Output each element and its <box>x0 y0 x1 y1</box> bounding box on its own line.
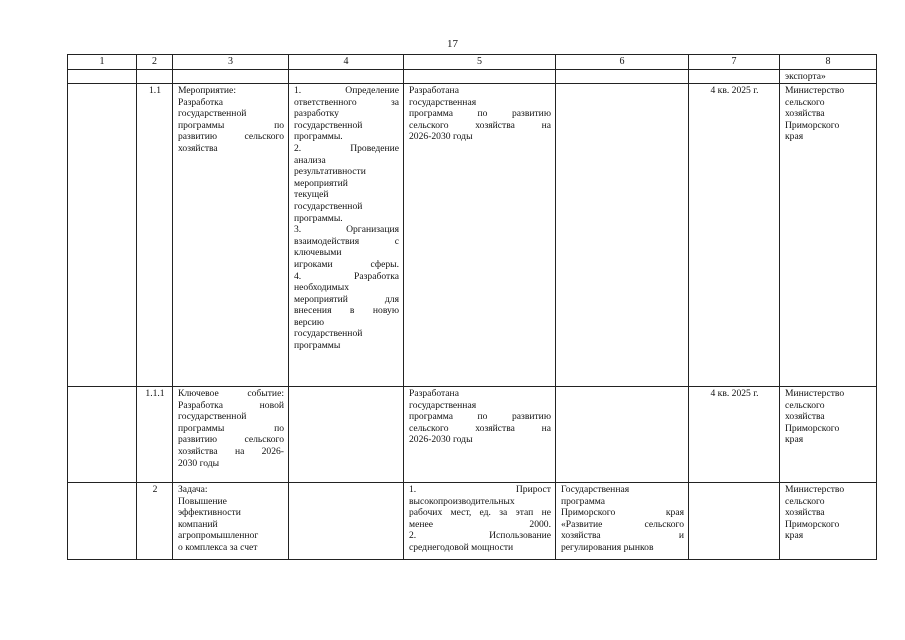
cell-text-line: о комплекса за счет <box>178 541 258 553</box>
cell-text-line: разработку <box>294 108 339 120</box>
cell-text-line: государственная <box>409 96 477 108</box>
cell-text-line: 2. Использование <box>409 530 551 542</box>
cell-text-line: программы <box>294 340 341 352</box>
cell-text-line: Министерство <box>785 85 845 96</box>
cell-text-line: анализа <box>294 154 326 166</box>
cell-text-line: сельского <box>785 495 825 507</box>
cell-text-line: хозяйства <box>785 507 825 519</box>
activity-steps <box>289 84 404 387</box>
table-row <box>68 387 877 483</box>
deadline: 4 кв. 2025 г. <box>689 84 780 387</box>
cell-text-line: необходимых <box>294 282 349 294</box>
cell-text-line: хозяйства на 2026- <box>178 445 284 457</box>
continuation-row <box>68 70 877 84</box>
cell-text-line: Приморского <box>785 119 840 131</box>
program-reference <box>556 387 689 483</box>
cell-text-line: государственной <box>294 119 363 131</box>
cell-text-line: Приморского <box>785 422 840 434</box>
expected-result <box>404 483 556 560</box>
cell-text-line: сельского хозяйства на <box>409 422 551 434</box>
cell-text-line: Ключевое событие: <box>178 388 284 399</box>
cell-text-line: мероприятий <box>294 177 348 189</box>
row-number: 1.1 <box>137 84 173 387</box>
cell-text-line: хозяйства и <box>561 530 684 542</box>
cell-text-line: агропромышленног <box>178 530 259 542</box>
cell-text-line: края <box>785 530 804 542</box>
cell-text-line: менее 2000. <box>409 518 551 530</box>
cell-text-line: версию <box>294 316 325 328</box>
activity-steps <box>289 387 404 483</box>
cell-text-line: программа по развитию <box>409 108 551 120</box>
column-number: 5 <box>404 55 556 70</box>
cell-text-line: края <box>785 131 804 143</box>
activity-title <box>173 483 289 560</box>
row-number: 1.1.1 <box>137 387 173 483</box>
cell-text-line: 2. Проведение <box>294 142 399 154</box>
cell-text-line: сельского <box>785 96 825 108</box>
cell-text-line: программы по <box>178 119 284 131</box>
column-number: 3 <box>173 55 289 70</box>
column-number: 4 <box>289 55 404 70</box>
cell-text-line: Приморского <box>785 518 840 530</box>
cell-text-line: Повышение <box>178 495 227 507</box>
page-number: 17 <box>447 38 458 50</box>
activity-title <box>173 84 289 387</box>
cell-text-line: развитию сельского <box>178 131 284 143</box>
table-row <box>68 483 877 560</box>
cell-text-line: 1. Прирост <box>409 484 551 495</box>
cell-text-line: рабочих мест, ед. за этап не <box>409 507 551 519</box>
continuation-text: экспорта» <box>780 70 877 84</box>
column-number: 7 <box>689 55 780 70</box>
cell-text-line: ответственного за <box>294 96 399 108</box>
cell-text-line: хозяйства <box>785 108 825 120</box>
activity-steps <box>289 483 404 560</box>
cell-text-line: программы. <box>294 131 343 143</box>
cell-text-line: внесения в новую <box>294 305 399 317</box>
cell-text-line: игроками сферы. <box>294 258 399 270</box>
column-number: 6 <box>556 55 689 70</box>
cell-text-line: программа по развитию <box>409 411 551 423</box>
cell-text-line: взаимодействия с <box>294 235 399 247</box>
cell-text-line: среднегодовой мощности <box>409 541 514 553</box>
cell-text-line: государственная <box>409 399 477 411</box>
cell-text-line: результативности <box>294 166 366 178</box>
expected-result <box>404 84 556 387</box>
cell-text-line: Министерство <box>785 388 845 399</box>
cell-text-line: Государственная <box>561 484 630 495</box>
cell-text-line: Разработана <box>409 388 459 399</box>
cell-text-line: края <box>785 434 804 446</box>
cell-text-line: государственной <box>178 411 247 423</box>
cell-text-line: 2030 годы <box>178 457 220 469</box>
column-number: 8 <box>780 55 877 70</box>
cell-text-line: Задача: <box>178 484 208 495</box>
cell-text-line: Мероприятие: <box>178 85 236 96</box>
cell-text-line: регулирования рынков <box>561 541 654 553</box>
cell-text-line: программы. <box>294 212 343 224</box>
cell-text-line: Министерство <box>785 484 845 495</box>
cell-text-line: Разработка новой <box>178 399 284 411</box>
column-number: 2 <box>137 55 173 70</box>
responsible <box>780 387 877 483</box>
cell-text-line: высокопроизводительных <box>409 495 515 507</box>
deadline <box>689 483 780 560</box>
column-number-row <box>68 55 877 70</box>
cell-text-line: Разработана <box>409 85 459 96</box>
cell-text-line: Разработка <box>178 96 223 108</box>
responsible <box>780 84 877 387</box>
table-row <box>68 84 877 387</box>
cell-text-line: 2026-2030 годы <box>409 131 473 143</box>
column-number: 1 <box>68 55 137 70</box>
expected-result <box>404 387 556 483</box>
cell-text-line: компаний <box>178 518 218 530</box>
cell-text-line: сельского хозяйства на <box>409 119 551 131</box>
program-reference <box>556 84 689 387</box>
cell-text-line: эффективности <box>178 507 241 519</box>
cell-text-line: Приморского края <box>561 507 684 519</box>
cell-text-line: 2026-2030 годы <box>409 434 473 446</box>
cell-text-line: «Развитие сельского <box>561 518 684 530</box>
cell-text-line: хозяйства <box>785 411 825 423</box>
activity-title <box>173 387 289 483</box>
row-number: 2 <box>137 483 173 560</box>
cell-text-line: государственной <box>294 200 363 212</box>
program-reference <box>556 483 689 560</box>
cell-text-line: хозяйства <box>178 142 218 154</box>
cell-text-line: программа <box>561 495 606 507</box>
cell-text-line: 1. Определение <box>294 85 399 96</box>
responsible <box>780 483 877 560</box>
activities-table <box>67 54 877 560</box>
cell-text-line: государственной <box>178 108 247 120</box>
cell-text-line: 4. Разработка <box>294 270 399 282</box>
cell-text-line: развитию сельского <box>178 434 284 446</box>
cell-text-line: 3. Организация <box>294 224 399 236</box>
cell-text-line: государственной <box>294 328 363 340</box>
cell-text-line: программы по <box>178 422 284 434</box>
cell-text-line: мероприятий для <box>294 293 399 305</box>
cell-text-line: текущей <box>294 189 329 201</box>
deadline: 4 кв. 2025 г. <box>689 387 780 483</box>
cell-text-line: ключевыми <box>294 247 342 259</box>
cell-text-line: сельского <box>785 399 825 411</box>
